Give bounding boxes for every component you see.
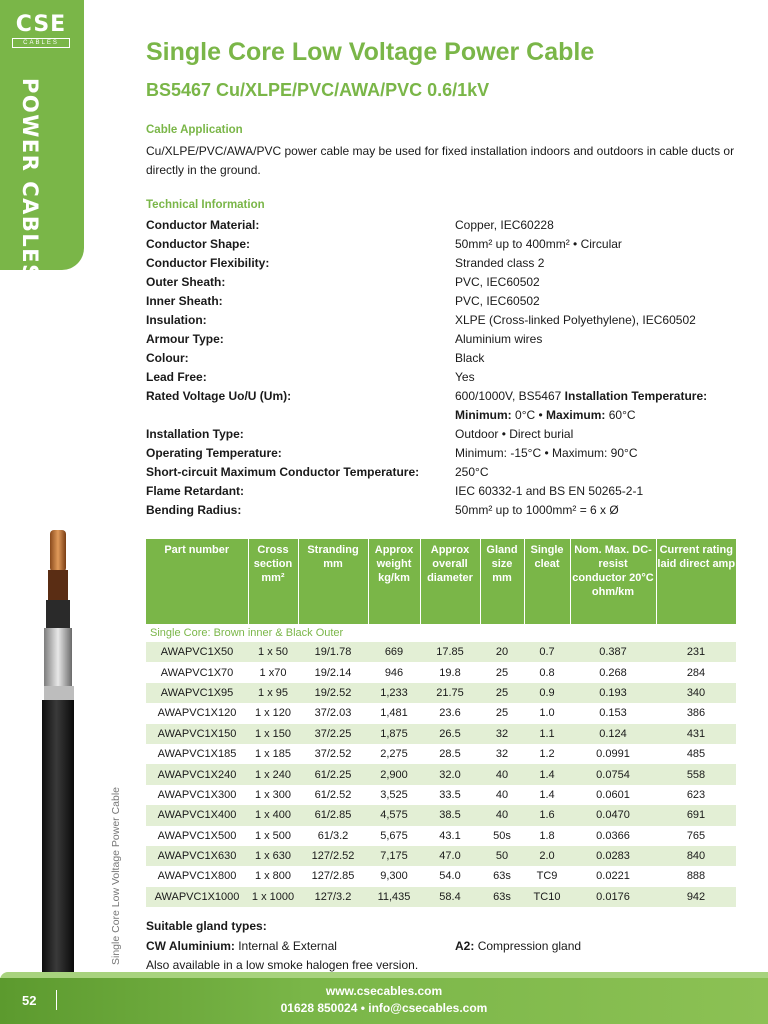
- cell-diameter: 43.1: [420, 826, 480, 846]
- cell-gland-size: 25: [480, 683, 524, 703]
- cell-current-rating: 840: [656, 846, 736, 866]
- tech-row: [146, 425, 746, 444]
- cell-weight: 946: [368, 662, 420, 682]
- cell-stranding: 19/1.78: [298, 642, 368, 662]
- cell-weight: 1,875: [368, 724, 420, 744]
- cell-gland-size: 25: [480, 703, 524, 723]
- cell-current-rating: 231: [656, 642, 736, 662]
- tech-label: Lead Free:: [146, 370, 207, 384]
- col-header-gland-size: Gland size mm: [480, 539, 524, 624]
- cse-logo[interactable]: [12, 14, 70, 48]
- tech-row: [146, 311, 746, 330]
- tech-value: Black: [455, 351, 485, 365]
- cell-current-rating: 623: [656, 785, 736, 805]
- cell-weight: 7,175: [368, 846, 420, 866]
- cell-weight: 11,435: [368, 887, 420, 907]
- section-title: POWER CABLES: [18, 78, 42, 281]
- cell-part-number: AWAPVC1X120: [146, 703, 248, 723]
- cell-diameter: 33.5: [420, 785, 480, 805]
- cell-cross-section: 1 x 800: [248, 866, 298, 886]
- cell-dc-resist: 0.0366: [570, 826, 656, 846]
- cell-weight: 1,233: [368, 683, 420, 703]
- cell-stranding: 37/2.25: [298, 724, 368, 744]
- cell-stranding: 61/2.85: [298, 805, 368, 825]
- tech-row: [146, 406, 746, 425]
- cell-current-rating: 942: [656, 887, 736, 907]
- tech-value-text: 60°C: [608, 408, 636, 422]
- cell-dc-resist: 0.0991: [570, 744, 656, 764]
- tech-label: Bending Radius:: [146, 503, 242, 517]
- tech-label: Colour:: [146, 351, 189, 365]
- tech-label: Conductor Shape:: [146, 237, 250, 251]
- table-row: [146, 724, 736, 744]
- tech-value: 50mm² up to 400mm² • Circular: [455, 237, 622, 251]
- tech-row: [146, 349, 746, 368]
- cell-cross-section: 1 x 50: [248, 642, 298, 662]
- cell-cross-section: 1 x 120: [248, 703, 298, 723]
- tech-label: Outer Sheath:: [146, 275, 226, 289]
- tech-label: Installation Type:: [146, 427, 244, 441]
- cell-cross-section: 1 x 150: [248, 724, 298, 744]
- tech-value-bold: Minimum:: [455, 408, 512, 422]
- cell-gland-size: 40: [480, 785, 524, 805]
- cell-stranding: 37/2.52: [298, 744, 368, 764]
- table-row: [146, 826, 736, 846]
- cell-current-rating: 765: [656, 826, 736, 846]
- cell-dc-resist: 0.193: [570, 683, 656, 703]
- tech-label: Short-circuit Maximum Conductor Temperature:: [146, 465, 420, 479]
- cell-current-rating: 888: [656, 866, 736, 886]
- cell-current-rating: 386: [656, 703, 736, 723]
- cell-cross-section: 1 x 630: [248, 846, 298, 866]
- cell-gland-size: 32: [480, 744, 524, 764]
- tech-row: [146, 254, 746, 273]
- cell-gland-size: 63s: [480, 866, 524, 886]
- cell-weight: 3,525: [368, 785, 420, 805]
- sidebar-band: [0, 0, 84, 281]
- cell-part-number: AWAPVC1X630: [146, 846, 248, 866]
- lsoh-note: Also available in a low smoke halogen free version.: [146, 958, 419, 972]
- tech-row: [146, 235, 746, 254]
- page-subtitle: BS5467 Cu/XLPE/PVC/AWA/PVC 0.6/1kV: [146, 80, 490, 100]
- table-row: [146, 683, 736, 703]
- cell-single-cleat: 1.8: [524, 826, 570, 846]
- tech-label: Inner Sheath:: [146, 294, 223, 308]
- cell-single-cleat: 1.4: [524, 785, 570, 805]
- tech-value: Copper, IEC60228: [455, 218, 554, 232]
- cell-stranding: 61/2.52: [298, 785, 368, 805]
- cell-stranding: 61/2.25: [298, 764, 368, 784]
- tech-row: [146, 463, 746, 482]
- cell-part-number: AWAPVC1X50: [146, 642, 248, 662]
- cell-gland-size: 63s: [480, 887, 524, 907]
- tech-value: 50mm² up to 1000mm² = 6 x Ø: [455, 503, 619, 517]
- cell-single-cleat: 1.4: [524, 764, 570, 784]
- spec-table: [146, 539, 736, 907]
- technical-heading: Technical Information: [146, 199, 265, 211]
- tech-value: Aluminium wires: [455, 332, 543, 346]
- cell-diameter: 47.0: [420, 846, 480, 866]
- cell-gland-size: 32: [480, 724, 524, 744]
- tech-value: PVC, IEC60502: [455, 294, 540, 308]
- tech-row: [146, 482, 746, 501]
- cell-part-number: AWAPVC1X70: [146, 662, 248, 682]
- tech-value: XLPE (Cross-linked Polyethylene), IEC60502: [455, 313, 696, 327]
- cell-current-rating: 340: [656, 683, 736, 703]
- tech-row: [146, 368, 746, 387]
- footer-phone[interactable]: 01628 850024: [280, 1001, 358, 1015]
- tech-value: IEC 60332-1 and BS EN 50265-2-1: [455, 484, 644, 498]
- cell-stranding: 61/3.2: [298, 826, 368, 846]
- gland-a2: [455, 939, 581, 953]
- cell-part-number: AWAPVC1X240: [146, 764, 248, 784]
- col-header-weight: Approx weight kg/km: [368, 539, 420, 624]
- cell-cross-section: 1 x 400: [248, 805, 298, 825]
- tech-row: [146, 330, 746, 349]
- footer-website-link[interactable]: www.csecables.com: [325, 984, 443, 998]
- cell-diameter: 19.8: [420, 662, 480, 682]
- cell-cross-section: 1 x 240: [248, 764, 298, 784]
- cell-single-cleat: 1.6: [524, 805, 570, 825]
- cell-cross-section: 1 x 300: [248, 785, 298, 805]
- tech-value-bold: Maximum:: [546, 408, 606, 422]
- cell-part-number: AWAPVC1X95: [146, 683, 248, 703]
- col-header-diameter: Approx overall diameter: [420, 539, 480, 624]
- cell-gland-size: 50: [480, 846, 524, 866]
- cell-current-rating: 284: [656, 662, 736, 682]
- table-group-row: [146, 624, 736, 642]
- cell-current-rating: 485: [656, 744, 736, 764]
- tech-value: Minimum: -15°C • Maximum: 90°C: [455, 446, 638, 460]
- cell-dc-resist: 0.268: [570, 662, 656, 682]
- cable-image: [40, 530, 100, 980]
- cell-cross-section: 1 x 185: [248, 744, 298, 764]
- cell-stranding: 127/2.52: [298, 846, 368, 866]
- technical-list: [146, 216, 746, 520]
- cell-weight: 5,675: [368, 826, 420, 846]
- gland-heading: Suitable gland types:: [146, 919, 267, 933]
- gland-a2-value: Compression gland: [477, 939, 582, 953]
- table-row: [146, 642, 736, 662]
- cell-gland-size: 25: [480, 662, 524, 682]
- cell-weight: 669: [368, 642, 420, 662]
- footer-email-link[interactable]: info@csecables.com: [368, 1001, 488, 1015]
- cell-gland-size: 40: [480, 805, 524, 825]
- table-row: [146, 703, 736, 723]
- cell-weight: 4,575: [368, 805, 420, 825]
- cell-stranding: 37/2.03: [298, 703, 368, 723]
- tech-label: Insulation:: [146, 313, 207, 327]
- cell-gland-size: 40: [480, 764, 524, 784]
- cell-dc-resist: 0.0470: [570, 805, 656, 825]
- cell-dc-resist: 0.0601: [570, 785, 656, 805]
- cell-dc-resist: 0.0283: [570, 846, 656, 866]
- cell-current-rating: 558: [656, 764, 736, 784]
- table-row: [146, 805, 736, 825]
- cell-stranding: 127/3.2: [298, 887, 368, 907]
- tech-value-bold: Installation Temperature:: [564, 389, 708, 403]
- footer-contact: [0, 1001, 768, 1015]
- application-text: Cu/XLPE/PVC/AWA/PVC power cable may be used for fixed installation indoors and outdoors in cable ducts or directly in the ground.: [146, 144, 735, 177]
- tech-label: Flame Retardant:: [146, 484, 245, 498]
- page-number: 52: [22, 993, 37, 1008]
- logo-main-text: CSE: [15, 12, 67, 37]
- table-row: [146, 887, 736, 907]
- cell-part-number: AWAPVC1X1000: [146, 887, 248, 907]
- page-title: Single Core Low Voltage Power Cable: [146, 38, 595, 66]
- tech-label: Armour Type:: [146, 332, 224, 346]
- tech-row: [146, 387, 746, 406]
- cell-diameter: 32.0: [420, 764, 480, 784]
- cell-gland-size: 20: [480, 642, 524, 662]
- col-header-stranding: Stranding mm: [298, 539, 368, 624]
- cell-diameter: 54.0: [420, 866, 480, 886]
- col-header-single-cleat: Single cleat: [524, 539, 570, 624]
- cell-dc-resist: 0.0221: [570, 866, 656, 886]
- cell-dc-resist: 0.387: [570, 642, 656, 662]
- cell-part-number: AWAPVC1X150: [146, 724, 248, 744]
- cell-single-cleat: 1.1: [524, 724, 570, 744]
- cell-single-cleat: 0.9: [524, 683, 570, 703]
- cell-weight: 2,275: [368, 744, 420, 764]
- table-row: [146, 846, 736, 866]
- cell-diameter: 58.4: [420, 887, 480, 907]
- cell-single-cleat: TC9: [524, 866, 570, 886]
- cell-diameter: 17.85: [420, 642, 480, 662]
- col-header-current-rating: Current rating laid direct amp: [656, 539, 736, 624]
- cell-part-number: AWAPVC1X300: [146, 785, 248, 805]
- cell-part-number: AWAPVC1X500: [146, 826, 248, 846]
- cell-single-cleat: 0.7: [524, 642, 570, 662]
- gland-cw-value: Internal & External: [238, 939, 337, 953]
- cell-stranding: 19/2.52: [298, 683, 368, 703]
- tech-label: Rated Voltage Uo/U (Um):: [146, 389, 292, 403]
- tech-value: [455, 387, 707, 406]
- tech-row: [146, 216, 746, 235]
- tech-value: PVC, IEC60502: [455, 275, 540, 289]
- cell-stranding: 127/2.85: [298, 866, 368, 886]
- tech-row: [146, 292, 746, 311]
- tech-value: 250°C: [455, 465, 489, 479]
- gland-cw: [146, 939, 337, 953]
- application-heading: Cable Application: [146, 124, 243, 136]
- cell-dc-resist: 0.0754: [570, 764, 656, 784]
- tech-row: [146, 273, 746, 292]
- tech-label: Operating Temperature:: [146, 446, 282, 460]
- cell-diameter: 38.5: [420, 805, 480, 825]
- cell-diameter: 21.75: [420, 683, 480, 703]
- tech-label: Conductor Material:: [146, 218, 260, 232]
- cell-cross-section: 1 x 1000: [248, 887, 298, 907]
- footer-separator: •: [360, 1001, 365, 1015]
- image-caption: Single Core Low Voltage Power Cable: [110, 786, 122, 965]
- tech-row: [146, 501, 746, 520]
- cell-diameter: 28.5: [420, 744, 480, 764]
- col-header-dc-resist: Nom. Max. DC-resist conductor 20°C ohm/km: [570, 539, 656, 624]
- group-label: Single Core: Brown inner & Black Outer: [146, 624, 736, 642]
- table-row: [146, 764, 736, 784]
- cell-part-number: AWAPVC1X800: [146, 866, 248, 886]
- cell-part-number: AWAPVC1X185: [146, 744, 248, 764]
- cell-single-cleat: 1.0: [524, 703, 570, 723]
- cell-weight: 9,300: [368, 866, 420, 886]
- table-row: [146, 866, 736, 886]
- tech-value-text: 0°C •: [515, 408, 543, 422]
- cell-cross-section: 1 x 95: [248, 683, 298, 703]
- cell-weight: 1,481: [368, 703, 420, 723]
- cell-stranding: 19/2.14: [298, 662, 368, 682]
- table-header-row: [146, 539, 736, 624]
- gland-cw-label: CW Aluminium:: [146, 939, 235, 953]
- tech-label: Conductor Flexibility:: [146, 256, 270, 270]
- cell-single-cleat: 2.0: [524, 846, 570, 866]
- tech-value: Stranded class 2: [455, 256, 545, 270]
- cell-current-rating: 431: [656, 724, 736, 744]
- tech-value: Outdoor • Direct burial: [455, 427, 574, 441]
- cell-single-cleat: 0.8: [524, 662, 570, 682]
- cell-diameter: 26.5: [420, 724, 480, 744]
- table-row: [146, 744, 736, 764]
- table-row: [146, 785, 736, 805]
- cell-dc-resist: 0.153: [570, 703, 656, 723]
- table-row: [146, 662, 736, 682]
- cell-dc-resist: 0.0176: [570, 887, 656, 907]
- cell-cross-section: 1 x 500: [248, 826, 298, 846]
- cell-cross-section: 1 x70: [248, 662, 298, 682]
- cell-gland-size: 50s: [480, 826, 524, 846]
- cell-dc-resist: 0.124: [570, 724, 656, 744]
- tech-value: [455, 406, 636, 425]
- col-header-cross-section: Cross section mm²: [248, 539, 298, 624]
- cell-current-rating: 691: [656, 805, 736, 825]
- cell-single-cleat: TC10: [524, 887, 570, 907]
- cell-part-number: AWAPVC1X400: [146, 805, 248, 825]
- tech-value: Yes: [455, 370, 475, 384]
- gland-a2-label: A2:: [455, 939, 475, 953]
- tech-row: [146, 444, 746, 463]
- col-header-part-number: Part number: [146, 539, 248, 624]
- logo-sub-text: CABLES: [12, 38, 70, 48]
- cell-diameter: 23.6: [420, 703, 480, 723]
- cell-weight: 2,900: [368, 764, 420, 784]
- cell-single-cleat: 1.2: [524, 744, 570, 764]
- tech-value-text: 600/1000V, BS5467: [455, 389, 562, 403]
